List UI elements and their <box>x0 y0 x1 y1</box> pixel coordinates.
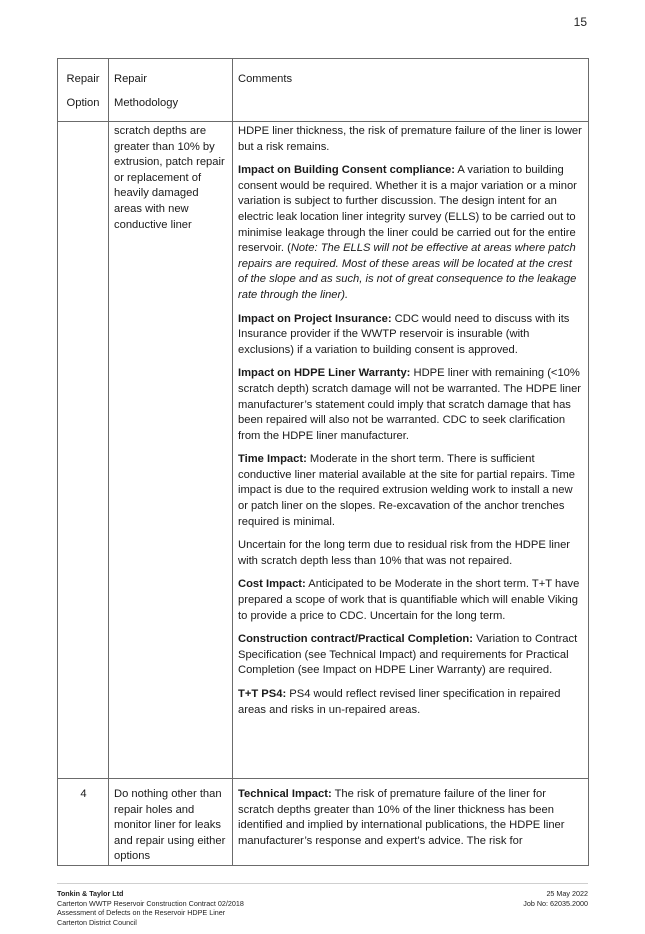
comment-paragraph: Construction contract/Practical Completion: Variation to Contract Specification (see Technical Impact) and requirements for Practical Completion (see Impact on HDPE Liner Warranty) are required. <box>238 633 578 677</box>
footer-job-number: Job No: 62035.2000 <box>523 898 588 908</box>
option-cell <box>58 122 109 779</box>
header-repair-methodology <box>109 59 233 122</box>
footer-divider <box>57 883 588 884</box>
header-methodology-line2: Methodology <box>114 97 179 109</box>
paragraph-lead: Time Impact: <box>238 453 307 466</box>
footer-report-title: Assessment of Defects on the Reservoir HDPE Liner <box>57 908 226 918</box>
paragraph-lead: Cost Impact: <box>238 578 306 591</box>
page-number: 15 <box>573 15 587 29</box>
comment-paragraph: Impact on Building Consent compliance: A variation to building consent would be required. Whether it is a major variation or a minor variation is subject to further discussion. The design intent for an electric leak location liner integrity survey (ELLS) to be carried out to minimise leakage through the liner could be carried out for the entire reservoir. (Note: The ELLS will not be effective at areas where patch repairs are required. Most of these areas will be located at the crest of the slope and as such, is not of great consequence to the leakage rate through the liner). <box>238 164 577 301</box>
comment-paragraph: T+T PS4: PS4 would reflect revised liner specification in repaired areas and risks in un-repaired areas. <box>238 688 561 716</box>
comment-paragraph: Time Impact: Moderate in the short term. There is sufficient conductive liner material available at the site for partial repairs. Time impact is due to the required extrusion welding work to install a new or patch liner on the slopes. Re-excavation of the anchor trenches required is minimal. <box>238 453 576 528</box>
methodology-cell: Do nothing other than repair holes and monitor liner for leaks and repair using either options <box>109 779 233 866</box>
header-option-line1: Repair <box>66 73 100 85</box>
table-row-continued <box>58 122 589 779</box>
paragraph-lead: Impact on Project Insurance: <box>238 312 392 325</box>
comments-cell: Technical Impact: The risk of premature failure of the liner for scratch depths greater than 10% of the liner thickness has been identified and implied by international publications, the HDPE liner manufacturer’s response and expert’s advice. The risk for <box>233 779 589 866</box>
comment-paragraph: Impact on Project Insurance: CDC would need to discuss with its Insurance provider if the WWTP reservoir is insurable (with exclusions) if a variation to building consent is approved. <box>238 312 570 356</box>
header-repair-option <box>58 59 109 122</box>
repair-options-table <box>57 58 589 866</box>
comment-paragraph: Impact on HDPE Liner Warranty: HDPE liner with remaining (<10% scratch depth) scratch damage will not be warranted. The HDPE liner manufacturer’s statement could imply that scratch damage that has been repaired will also not be warranted. CDC to seek clarification from the HDPE liner manufacturer. <box>238 367 582 442</box>
header-methodology-line1: Repair <box>114 73 147 85</box>
paragraph-lead: Impact on HDPE Liner Warranty: <box>238 367 411 380</box>
footer-date: 25 May 2022 <box>546 889 588 898</box>
paragraph-lead: Technical Impact: <box>238 788 332 800</box>
paragraph-lead: Impact on Building Consent compliance: <box>238 164 455 177</box>
comment-paragraph: Uncertain for the long term due to residual risk from the HDPE liner with scratch depth less than 10% that was not repaired. <box>238 539 571 567</box>
footer-contract: Carterton WWTP Reservoir Construction Contract 02/2018 <box>57 898 244 908</box>
footer-left <box>57 889 244 927</box>
table-row-option-4 <box>58 779 589 866</box>
comment-paragraph: Cost Impact: Anticipated to be Moderate in the short term. T+T have prepared a scope of work that is quantifiable which will enable Viking to provide a price to CDC. Uncertain for the long term. <box>238 578 580 622</box>
header-comments: Comments <box>233 59 589 122</box>
table-header-row <box>58 59 589 122</box>
paragraph-lead: Construction contract/Practical Completion: <box>238 633 473 646</box>
methodology-cell: scratch depths are greater than 10% by extrusion, patch repair or replacement of heavily damaged areas with new conductive liner <box>109 122 233 779</box>
comments-cell <box>233 122 589 779</box>
option-cell: 4 <box>58 779 109 866</box>
comment-paragraph: HDPE liner thickness, the risk of premature failure of the liner is lower but a risk remains. <box>238 125 582 153</box>
footer-client: Carterton District Council <box>57 917 137 927</box>
footer-right <box>523 889 588 908</box>
italic-note: Note: The ELLS will not be effective at areas where patch repairs are required. Most of these areas will be located at the crest of the slope and as such, is not of great consequence to the leakage rate through the liner). <box>238 242 577 301</box>
footer-company: Tonkin & Taylor Ltd <box>57 889 124 898</box>
header-option-line2: Option <box>66 97 100 109</box>
paragraph-lead: T+T PS4: <box>238 688 287 700</box>
